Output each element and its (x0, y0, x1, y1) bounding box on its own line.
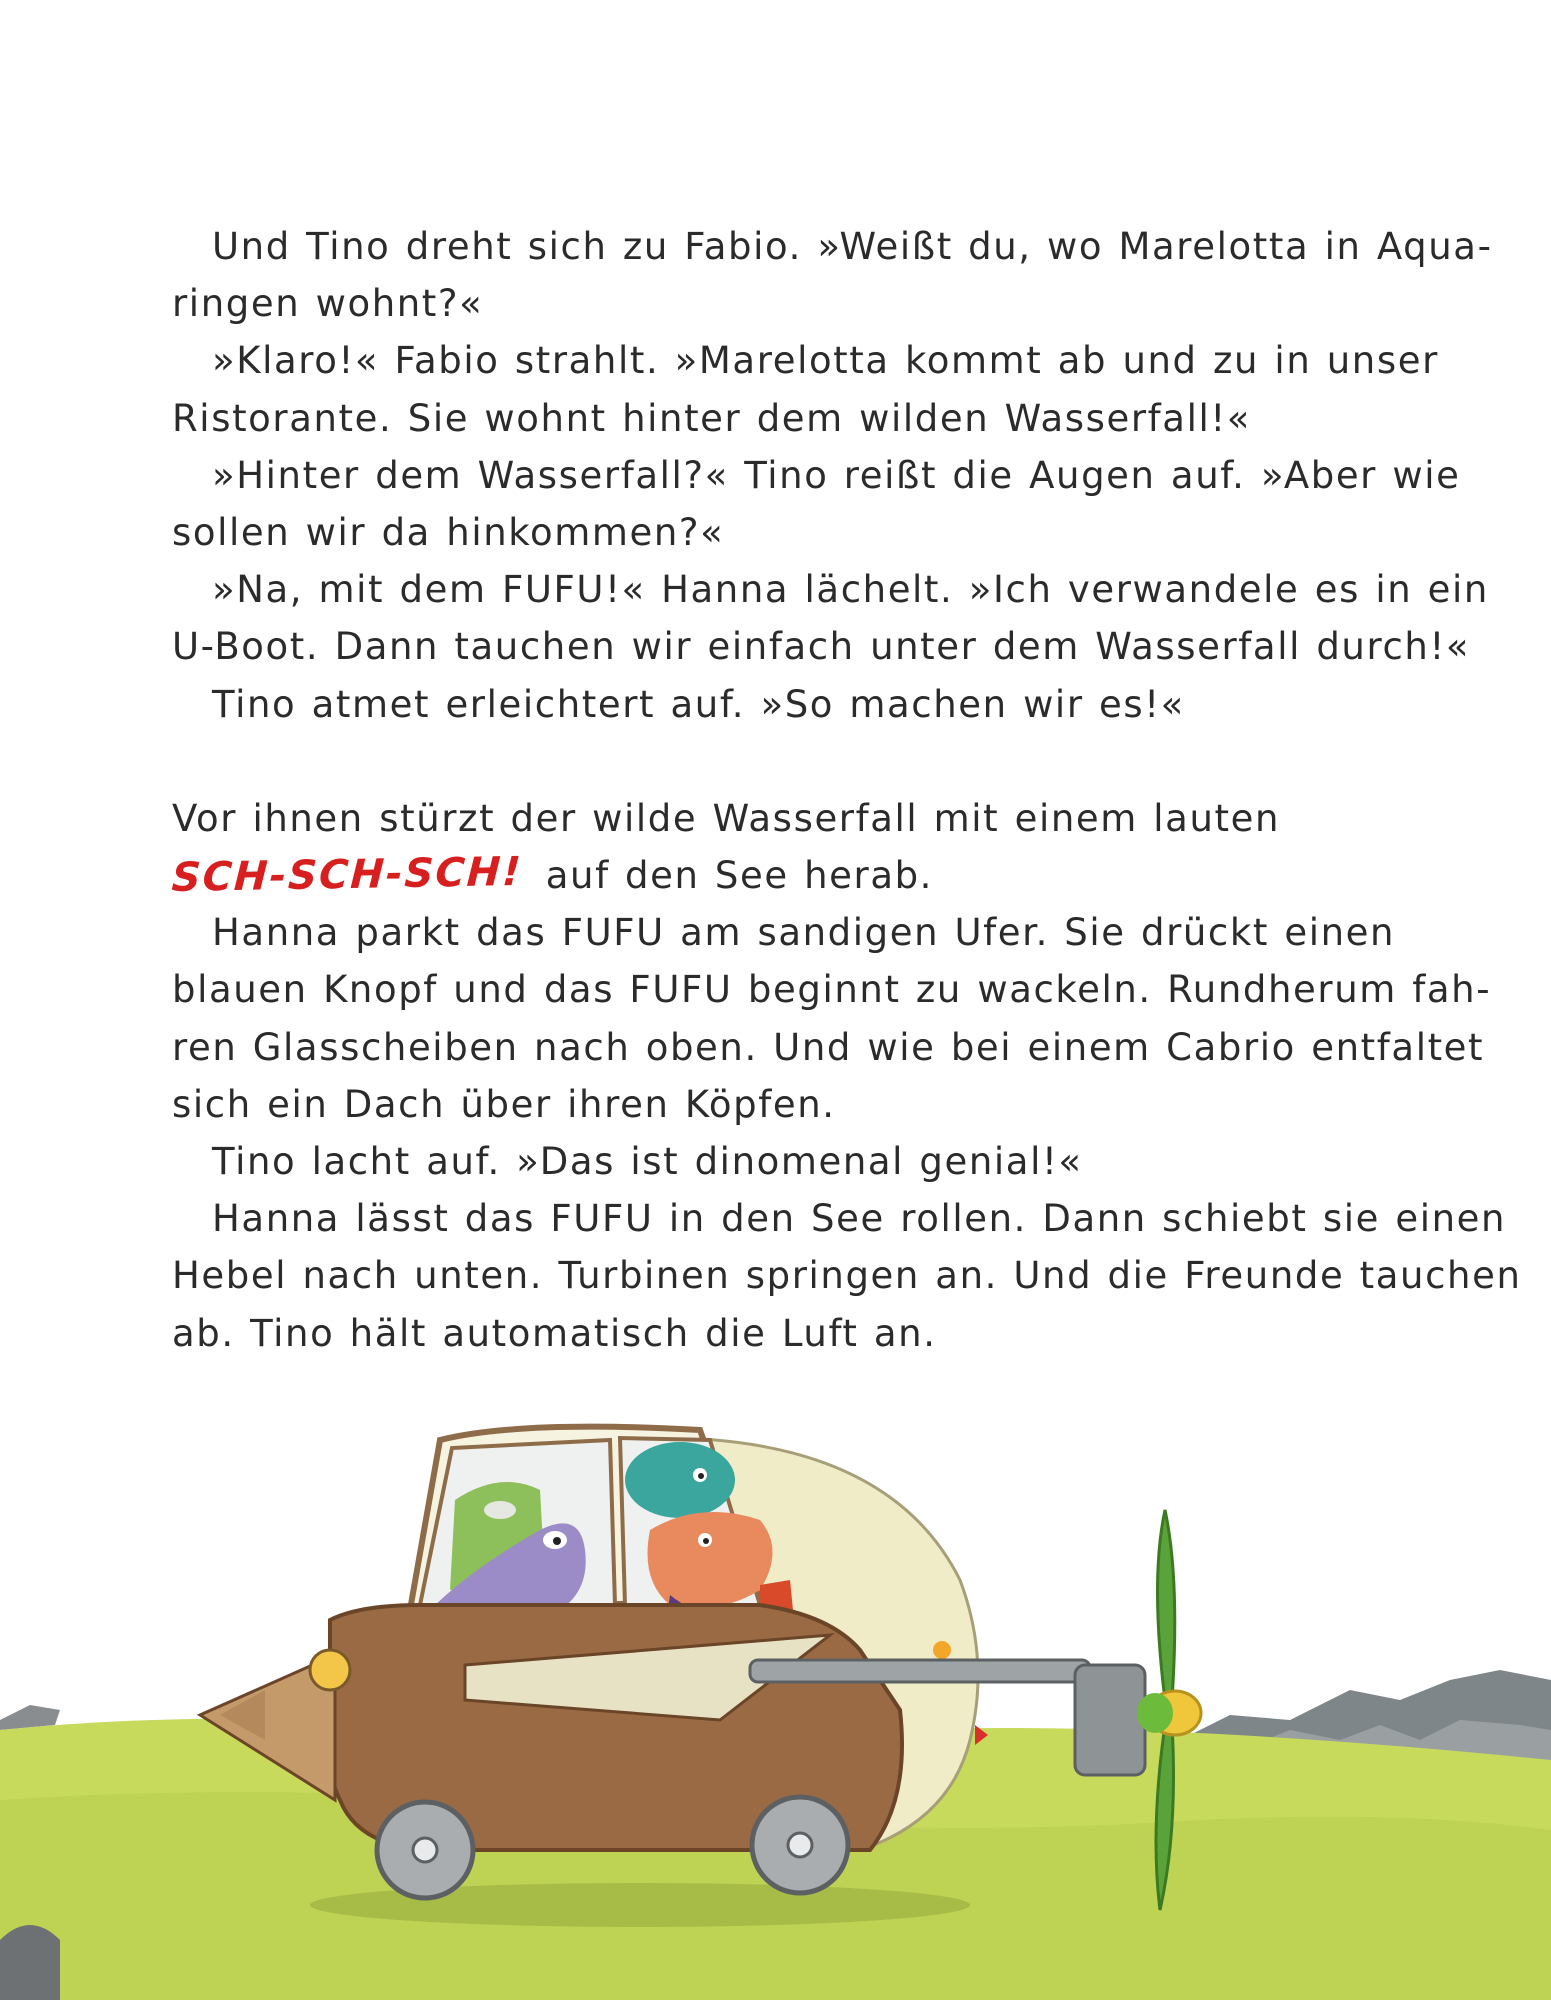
text-line: ren Glasscheiben nach oben. Und wie bei einem Cabrio entfaltet (172, 1025, 1485, 1069)
text-line: Tino atmet erleichtert auf. »So machen wir es!« (212, 682, 1185, 726)
text-line: »Na, mit dem FUFU!« Hanna lächelt. »Ich verwandele es in ein (212, 568, 1489, 612)
text-line: Vor ihnen stürzt der wilde Wasserfall mit einem lauten (172, 796, 1281, 840)
text-line: sollen wir da hinkommen?« (172, 510, 725, 554)
text-line: blauen Knopf und das FUFU beginnt zu wackeln. Rundherum fah- (172, 968, 1492, 1012)
text-line: sich ein Dach über ihren Köpfen. (172, 1082, 836, 1126)
text-line: Tino lacht auf. »Das ist dinomenal genial!« (212, 1140, 1083, 1183)
text-fragment: auf den See herab. (545, 854, 934, 898)
propeller-housing (1075, 1665, 1145, 1775)
text-line: Ristorante. Sie wohnt hinter dem wilden Wasserfall!« (172, 396, 1252, 440)
propeller-arm (750, 1660, 1090, 1682)
story-text (170, 218, 1522, 1362)
car-wheel-front (377, 1802, 473, 1898)
sound-effect: SCH-SCH-SCH! (170, 849, 524, 902)
car-headlight (310, 1650, 350, 1690)
propeller-blade-top (1158, 1510, 1175, 1700)
text-line: »Klaro!« Fabio strahlt. »Marelotta kommt ab und zu in unser (212, 339, 1439, 383)
text-line: Und Tino dreht sich zu Fabio. »Weißt du, wo Marelotta in Aqua- (212, 225, 1493, 268)
passenger-teal (625, 1442, 735, 1518)
text-line: »Hinter dem Wasserfall?« Tino reißt die Augen auf. »Aber wie (212, 453, 1461, 497)
text-line: U-Boot. Dann tauchen wir einfach unter dem Wasserfall durch!« (172, 625, 1471, 669)
rock-bottom-left (0, 1925, 60, 2000)
text-line: Hanna lässt das FUFU in den See rollen. Dann schiebt sie einen (212, 1197, 1507, 1241)
propeller-hub-green (1137, 1693, 1173, 1733)
text-line: Hanna parkt das FUFU am sandigen Ufer. Sie drückt einen (212, 911, 1396, 955)
car-illustration (0, 1380, 1551, 2000)
section-gap (172, 733, 1392, 790)
car-wheel-back (752, 1797, 848, 1893)
text-line-with-sound (172, 847, 1392, 904)
car-rear-knob (933, 1641, 951, 1659)
text-line: Hebel nach unten. Turbinen springen an. Und die Freunde tauchen (172, 1254, 1522, 1298)
text-line: ab. Tino hält automatisch die Luft an. (172, 1311, 937, 1355)
text-line: ringen wohnt?« (172, 282, 484, 326)
